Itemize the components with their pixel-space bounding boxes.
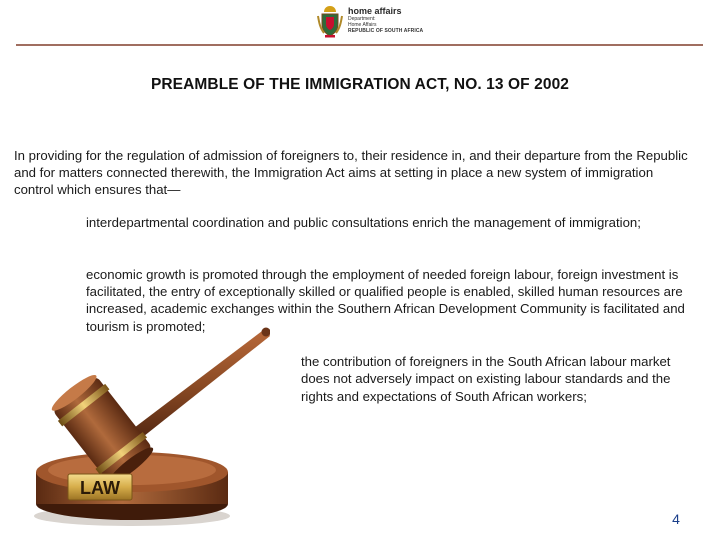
header-rule [16, 44, 703, 46]
dept-line-2: Home Affairs [348, 22, 377, 28]
dept-line-3: REPUBLIC OF SOUTH AFRICA [348, 28, 424, 34]
page-number: 4 [672, 511, 680, 527]
gavel-icon [30, 322, 270, 528]
clause-coordination: interdepartmental coordination and public consultations enrich the management of immigration; [86, 215, 641, 230]
clause-economic-growth: economic growth is promoted through the employment of needed foreign labour, foreign investment is facilitated, the entry of exceptionally skilled or qualified people is enabled, skilled human resources are increased, academic exchanges within the Southern African Development Community is facilitated and tourism is promoted; [86, 267, 685, 334]
brand-name: home affairs [348, 6, 402, 16]
intro-paragraph: In providing for the regulation of admission of foreigners to, their residence in, and their departure from the Republic and for matters connected therewith, the Immigration Act aims at setting in place a new system of immigration control which ensures that— [14, 148, 688, 198]
coat-of-arms-icon [316, 4, 344, 38]
page-title: PREAMBLE OF THE IMMIGRATION ACT, NO. 13 OF 2002 [150, 76, 570, 93]
law-plaque-text: LAW [80, 478, 120, 498]
clause-labour-market: the contribution of foreigners in the South African labour market does not adversely impact on existing labour standards and the rights and expectations of South African workers; [301, 354, 671, 404]
header [0, 0, 720, 44]
dept-line-1: Department: [348, 16, 376, 22]
